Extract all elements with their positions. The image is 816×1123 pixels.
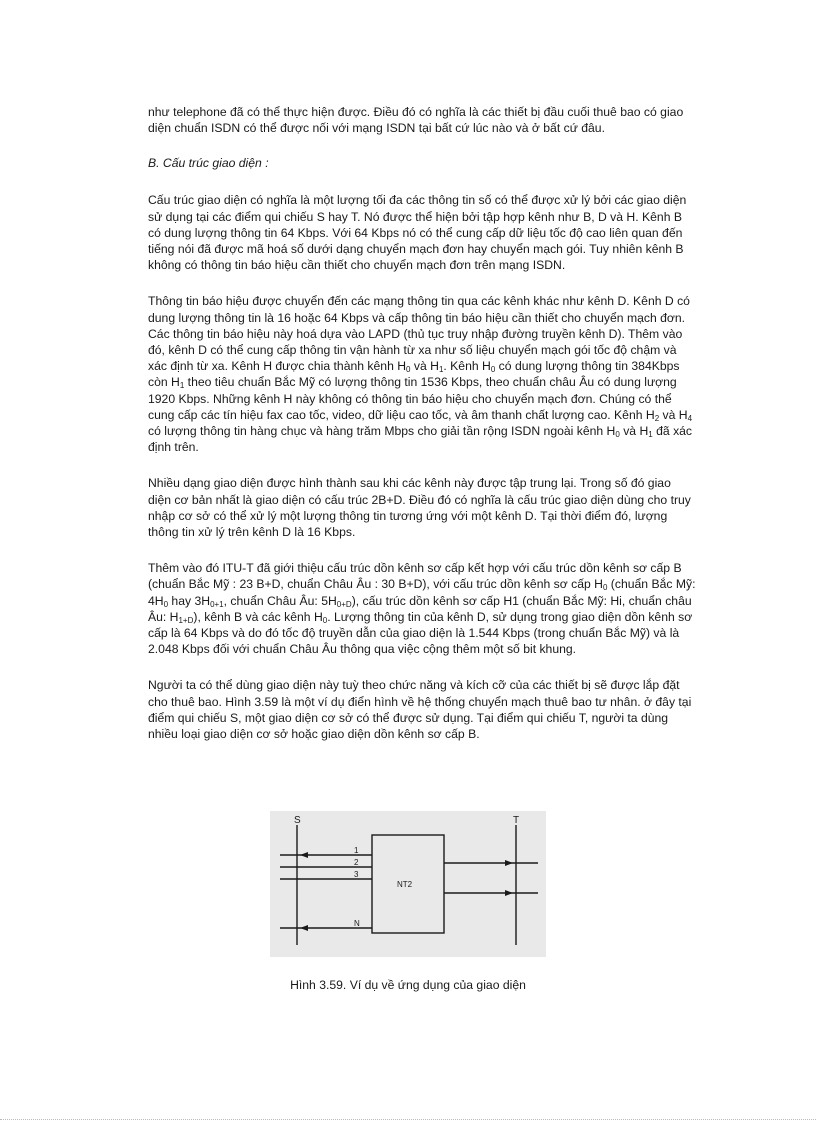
paragraph-usage: Người ta có thể dùng giao diện này tuỳ theo chức năng và kích cỡ của các thiết bị sẽ được lắp đặt cho thuê bao. Hình 3.59 là một ví dụ điển hình về hệ thống chuyển mạch thuê bao tư nhân. ở đây tại điểm qui chiếu S, một giao diện cơ sở có thể được sử dụng. Tại điểm qui chiếu T, người ta dùng nhiều loại giao diện cơ sở hoặc giao diện dồn kênh sơ cấp B. [148, 678, 692, 742]
label-nt2: NT2 [397, 880, 413, 889]
label-line-1: 1 [354, 846, 359, 855]
arrowhead-n [300, 925, 308, 931]
page-bottom-divider [0, 1119, 816, 1120]
label-t: T [513, 815, 520, 826]
label-line-n: N [354, 919, 360, 928]
figure-caption: Hình 3.59. Ví dụ về ứng dụng của giao diện [290, 978, 526, 992]
document-body [148, 104, 696, 742]
paragraph-primary-rate: Thêm vào đó ITU-T đã giới thiệu cấu trúc dồn kênh sơ cấp kết hợp với cấu trúc dồn kênh sơ cấp B (chuẩn Bắc Mỹ : 23 B+D, chuẩn Châu Âu : 30 B+D), với cấu trúc dồn kênh sơ cấp $H_0$ (chuẩn Bắc Mỹ: $4H_0$ hay $3H_{0+1}$, chuẩn Châu Âu: $5H_{0+D}$), cấu trúc dồn kênh sơ cấp H1 (chuẩn Bắc Mỹ: Hi, chuẩn châu Âu: $H_{1+D}$), kênh B và các kênh $H_0$. Lượng thông tin của kênh D, sử dụng trong giao diện dồn kênh sơ cấp là 64 Kbps và do đó tốc độ truyền dẫn của giao diện là 1.544 Kbps (trong chuẩn Bắc Mỹ) và là 2.048 Kbps đối với chuẩn Châu Âu thông qua việc cộng thêm một số bit khung. [148, 561, 696, 657]
arrowhead-1 [300, 852, 308, 858]
section-heading: B. Cấu trúc giao diện : [148, 156, 269, 171]
label-line-3: 3 [354, 870, 359, 879]
label-line-2: 2 [354, 858, 359, 867]
figure-nt2-diagram [270, 811, 546, 957]
paragraph-intro: như telephone đã có thể thực hiện được. Điều đó có nghĩa là các thiết bị đầu cuối thuê bao có giao diện chuẩn ISDN có thể được nối với mạng ISDN tại bất cứ lúc nào và ở bất cứ đâu. [148, 105, 684, 136]
nt2-diagram-svg [270, 811, 546, 957]
arrowhead-right-2 [505, 890, 513, 896]
label-s: S [294, 815, 301, 826]
paragraph-interface-structure: Cấu trúc giao diện có nghĩa là một lượng tối đa các thông tin số có thể được xử lý bởi các giao diện sử dụng tại các điểm qui chiếu S hay T. Nó được thể hiện bởi tập hợp kênh như B, D và H. Kênh B có dung lượng thông tin 64 Kbps. Với 64 Kbps nó có thể cung cấp dữ liệu tốc độ cao liên quan đến tiếng nói đã được mã hoá số dưới dạng chuyển mạch đơn hay chuyển mạch gói. Tuy nhiên kênh B không có thông tin báo hiệu cần thiết cho chuyển mạch đơn trên mạng ISDN. [148, 193, 687, 273]
arrowhead-right-1 [505, 860, 513, 866]
paragraph-basic-interface: Nhiều dạng giao diện được hình thành sau khi các kênh này được tập trung lại. Trong số đó giao diện cơ bản nhất là giao diện có cấu trúc 2B+D. Điều đó có nghĩa là cấu trúc giao diện dùng cho truy nhập cơ sở có thể xử lý một lượng thông tin tương ứng với một kênh D. Tại thời điểm đó, lượng thông tin xử lý trên kênh D là 16 Kbps. [148, 476, 691, 540]
paragraph-signaling: Thông tin báo hiệu được chuyển đến các mạng thông tin qua các kênh khác như kênh D. Kênh D có dung lượng thông tin là 16 hoặc 64 Kbps và cấp thông tin báo hiệu cần thiết cho chuyển mạch đơn. Các thông tin báo hiệu này hoá dựa vào LAPD (thủ tục truy nhập đường truyền kênh D). Thêm vào đó, kênh D có thể cung cấp thông tin vận hành từ xa như số liệu chuyển mạch gói tốc độ chậm và xác định từ xa. Kênh H được chia thành kênh $H_0$ và $H_1$. Kênh $H_0$ có dung lượng thông tin 384Kbps còn $H_1$ theo tiêu chuẩn Bắc Mỹ có lượng thông tin 1536 Kbps, theo chuẩn châu Âu có dung lượng 1920 Kbps. Những kênh H này không có thông tin báo hiệu cho chuyển mạch đơn. Chúng có thể cung cấp các tín hiệu fax cao tốc, video, dữ liệu cao tốc, và âm thanh chất lượng cao. Kênh $H_2$ và $H_4$ có lượng thông tin hàng chục và hàng trăm Mbps cho giải tần rộng ISDN ngoài kênh $H_0$ và $H_1$ đã xác định trên. [148, 294, 693, 455]
